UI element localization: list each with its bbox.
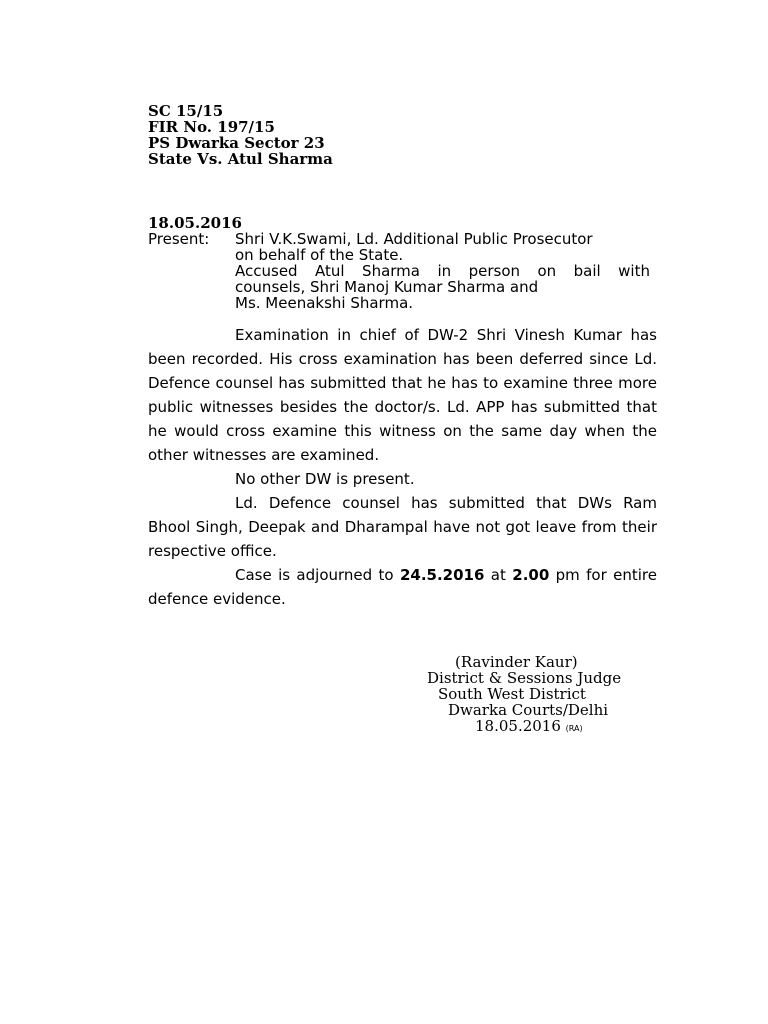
judge-name: (Ravinder Kaur) — [455, 653, 578, 671]
fir-number: FIR No. 197/15 — [148, 118, 275, 136]
order-date: 18.05.2016 — [148, 214, 242, 232]
court-name: Dwarka Courts/Delhi — [448, 701, 609, 719]
order-body — [148, 323, 657, 611]
present-line: Accused Atul Sharma in person on bail with — [235, 262, 650, 280]
adjourn-text: Case is adjourned to — [235, 566, 400, 584]
paragraph-examination: Examination in chief of DW-2 Shri Vinesh Kumar has been recorded. His cross examination has been deferred since Ld. Defence counsel has submitted that he has to examine three more public witnesses besides the doctor/s. Ld. APP has submitted that he would cross examine this witness on the same day when the other witnesses are examined. — [148, 326, 657, 464]
judge-district: South West District — [438, 685, 586, 703]
next-hearing-date: 24.5.2016 — [399, 566, 485, 584]
present-list — [235, 231, 650, 311]
present-label: Present: — [148, 230, 210, 248]
case-title: State Vs. Atul Sharma — [148, 150, 333, 168]
present-line: Ms. Meenakshi Sharma. — [235, 294, 414, 312]
present-line: counsels, Shri Manoj Kumar Sharma and — [235, 278, 539, 296]
paragraph-no-dw: No other DW is present. — [235, 470, 415, 488]
judge-designation: District & Sessions Judge — [427, 669, 622, 687]
present-line: on behalf of the State. — [235, 246, 404, 264]
adjourn-text: at — [484, 566, 513, 584]
paragraph-adjournment — [148, 563, 657, 611]
signature-date-line — [475, 718, 735, 737]
paragraph-leave: Ld. Defence counsel has submitted that DWs Ram Bhool Singh, Deepak and Dharampal have not got leave from their respective office. — [148, 494, 657, 560]
case-header — [148, 103, 333, 167]
police-station: PS Dwarka Sector 23 — [148, 134, 325, 152]
present-line: Shri V.K.Swami, Ld. Additional Public Prosecutor — [235, 230, 593, 248]
case-number: SC 15/15 — [148, 102, 224, 120]
signature-block — [400, 654, 660, 737]
next-hearing-time: 2.00 — [512, 566, 550, 584]
adjourn-text: pm for entire defence evidence. — [148, 566, 658, 608]
typist-initials: (RA) — [565, 724, 583, 733]
signature-date: 18.05.2016 — [475, 717, 561, 735]
